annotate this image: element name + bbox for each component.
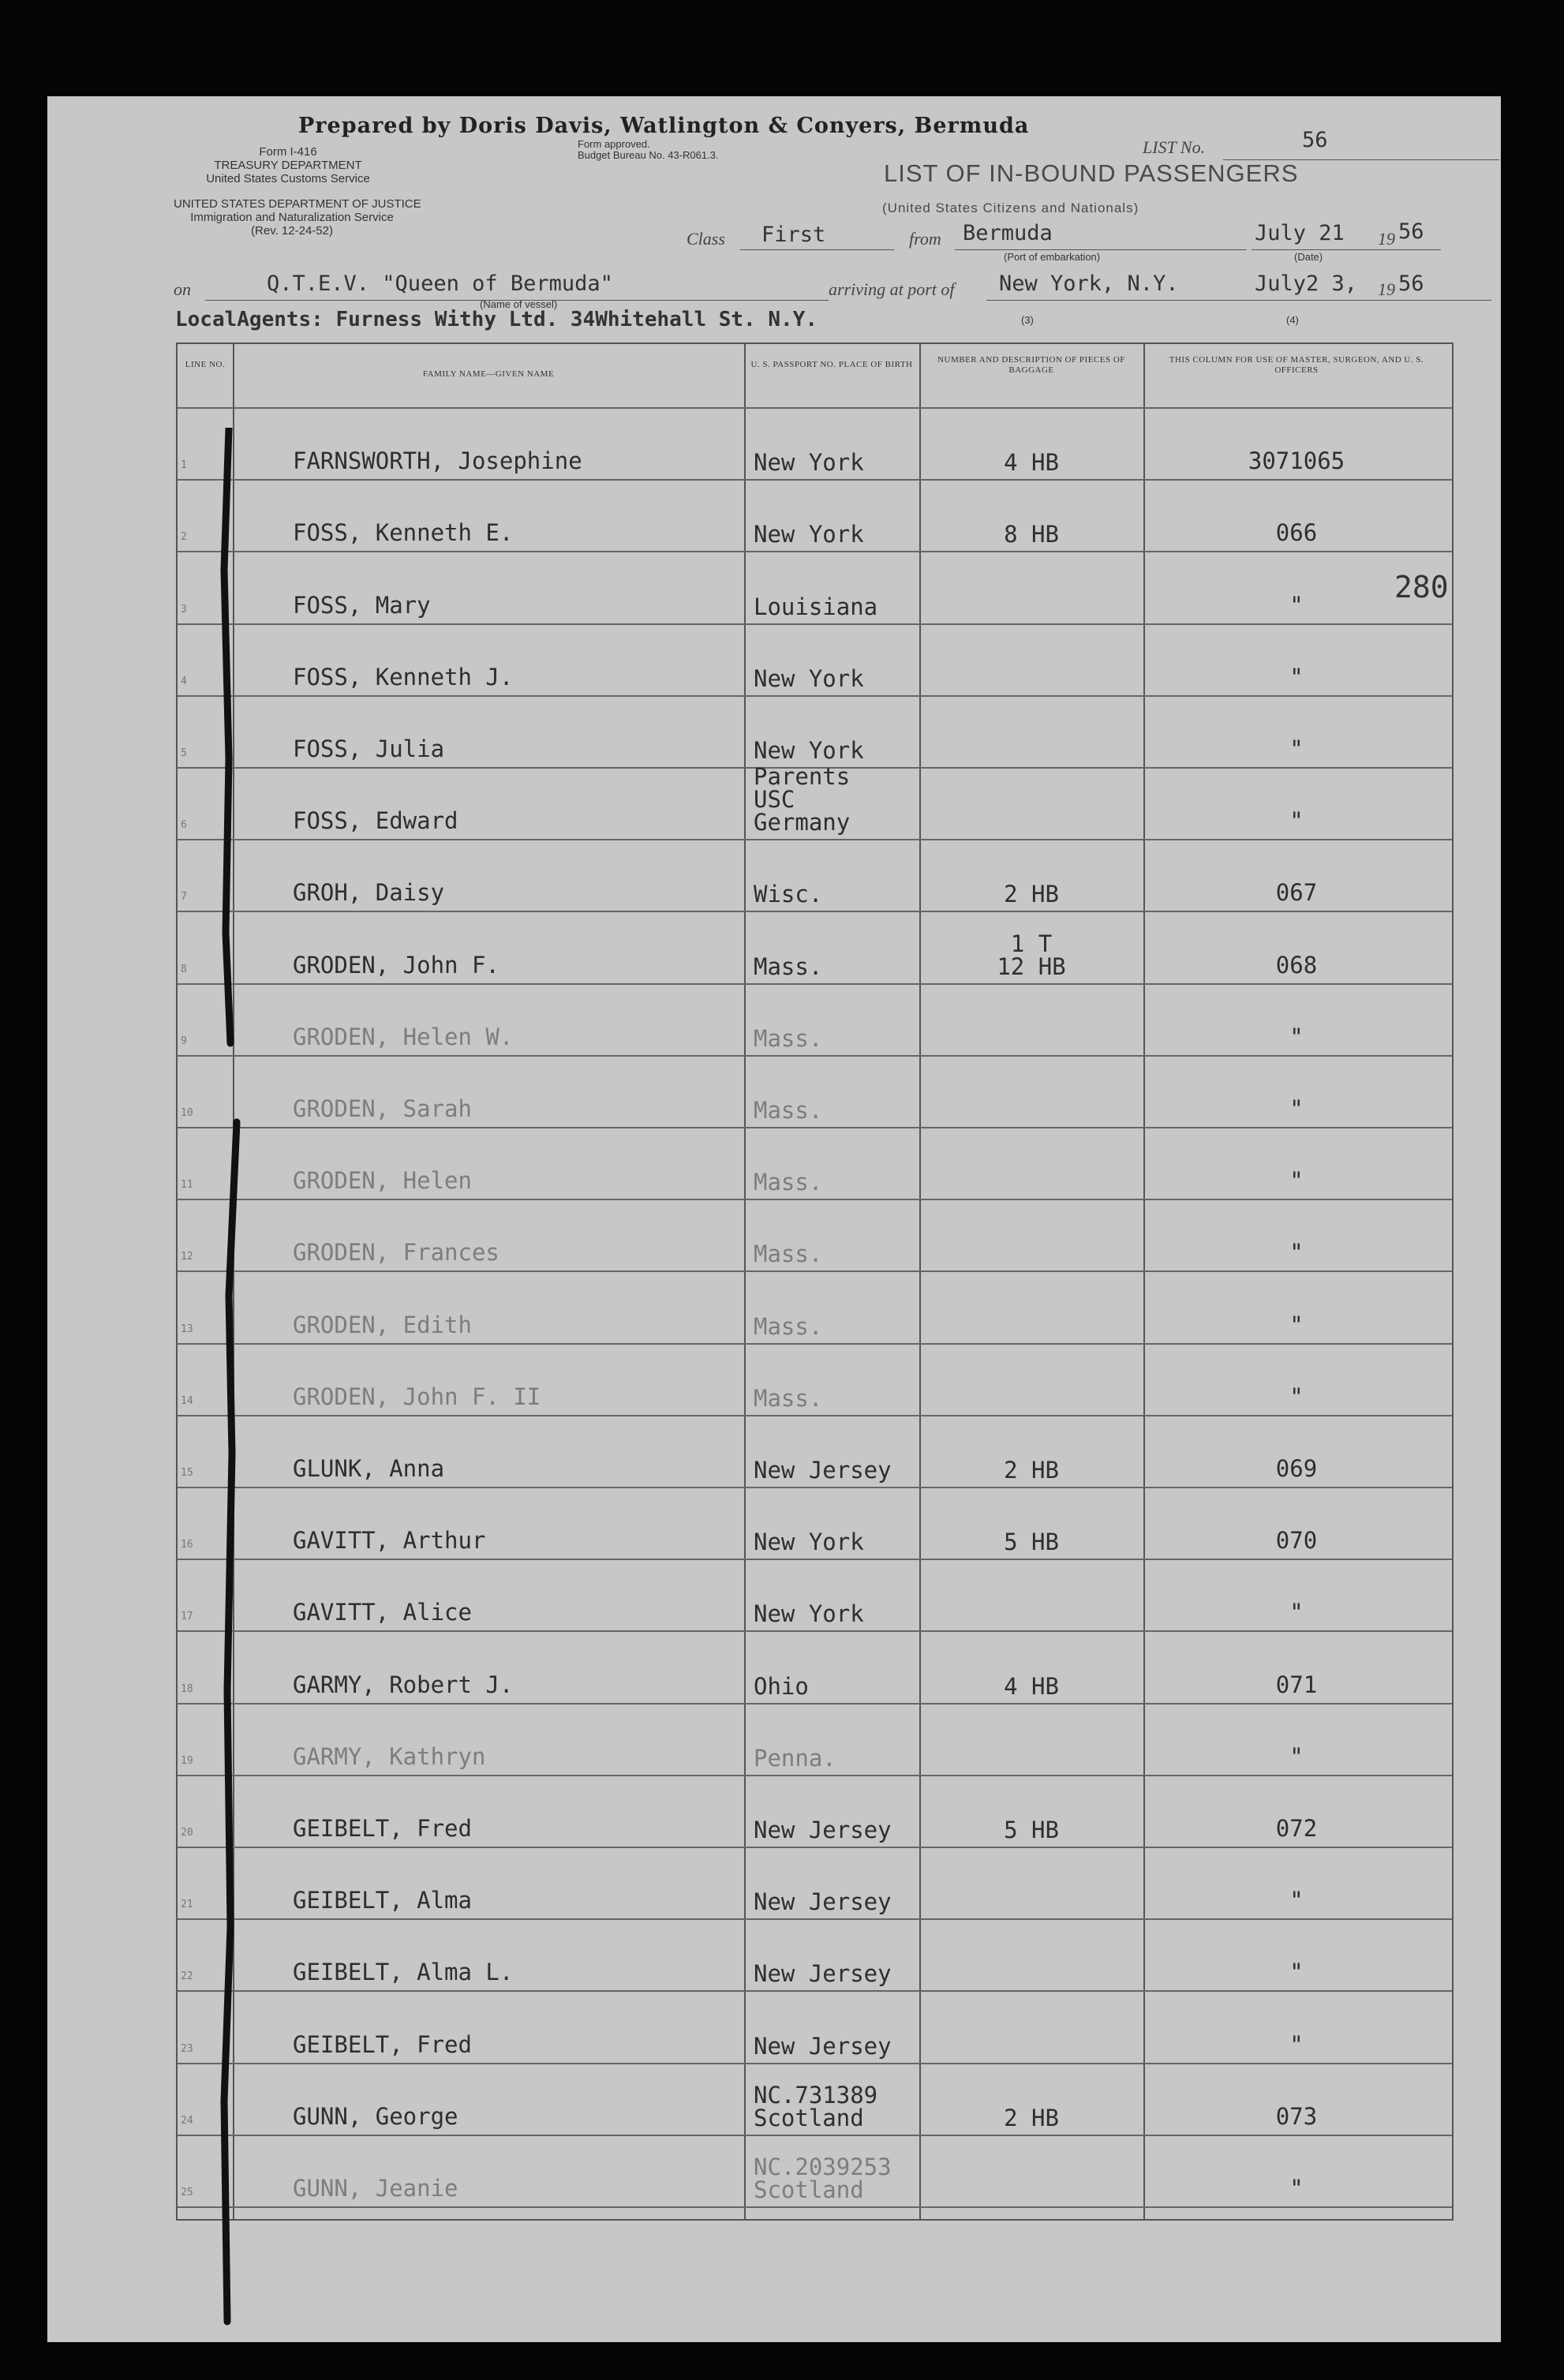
officer-number: " — [1289, 1599, 1304, 1626]
birthplace-cell — [754, 2032, 892, 2060]
birthplace: Parents — [754, 763, 851, 791]
baggage: 8 HB — [1004, 521, 1059, 548]
officer-number: " — [1289, 1239, 1304, 1267]
passenger-name: FARNSWORTH, Josephine — [293, 447, 582, 475]
table-row — [178, 479, 1452, 552]
table-row — [178, 2063, 1452, 2136]
col-header-line: LINE NO. — [185, 360, 226, 369]
table-row — [178, 1343, 1452, 1416]
table-row — [178, 2135, 1452, 2208]
birthplace-cell — [754, 664, 864, 692]
table-row — [178, 1559, 1452, 1632]
table-row — [178, 911, 1452, 984]
birthplace: New Jersey — [754, 1888, 892, 1916]
officer-number: 068 — [1275, 951, 1318, 979]
officer-number: " — [1289, 1023, 1304, 1050]
col-header-name: FAMILY NAME—GIVEN NAME — [422, 369, 555, 379]
birthplace-cell — [754, 1096, 823, 1124]
birthplace-cell — [754, 1888, 892, 1916]
officer-number: " — [1289, 807, 1304, 835]
passenger-name: GEIBELT, Alma L. — [293, 1959, 514, 1986]
birthplace-cell — [754, 593, 878, 620]
passenger-table — [176, 342, 1454, 2221]
line-number: 22 — [181, 1970, 193, 1983]
birthplace-cell — [754, 883, 822, 906]
table-row — [178, 763, 1452, 840]
customs-service: United States Customs Service — [206, 172, 370, 185]
passenger-name: FOSS, Kenneth E. — [293, 519, 514, 547]
line-number: 23 — [181, 2042, 193, 2055]
birthplace-cell — [754, 1456, 892, 1484]
line-number: 13 — [181, 1323, 193, 1335]
passenger-name: GEIBELT, Fred — [293, 1814, 472, 1842]
birthplace: Germany — [754, 809, 851, 836]
officer-number: " — [1289, 663, 1304, 690]
passenger-name: GRODEN, Edith — [293, 1311, 472, 1338]
birthplace: New York — [754, 521, 864, 548]
officer-number: 3071065 — [1248, 447, 1345, 475]
form-number: Form I-416 — [259, 145, 317, 159]
table-row — [178, 839, 1452, 912]
birthplace-cell — [754, 1816, 892, 1843]
birthplace-cell — [754, 1531, 864, 1554]
baggage: 4 HB — [1004, 449, 1059, 477]
birthplace: Mass. — [754, 1024, 823, 1052]
local-agents: LocalAgents: Furness Withy Ltd. 34Whitehall St. N.Y. — [175, 308, 818, 331]
form-title: LIST OF IN-BOUND PASSENGERS — [884, 159, 1299, 187]
line-number: 16 — [181, 1539, 193, 1551]
arriving-label: arriving at port of — [829, 279, 955, 299]
birthplace: Louisiana — [754, 593, 878, 620]
passenger-name: GLUNK, Anna — [293, 1454, 445, 1482]
birthplace: USC — [754, 786, 795, 814]
table-row — [178, 551, 1452, 624]
officer-number: 067 — [1275, 879, 1318, 907]
class-value: First — [761, 223, 826, 247]
line-number: 2 — [181, 531, 187, 544]
birthplace: New Jersey — [754, 1456, 892, 1484]
table-row — [178, 1703, 1452, 1776]
officer-number: " — [1289, 1742, 1304, 1770]
birthplace-cell — [754, 1171, 822, 1194]
birthplace: Scotland — [754, 2104, 864, 2131]
vessel-caption: (Name of vessel) — [480, 298, 558, 310]
col-header-baggage: NUMBER AND DESCRIPTION OF PIECES OF BAGGAGE — [937, 355, 1125, 375]
treasury-dept: TREASURY DEPARTMENT — [214, 159, 362, 172]
officer-number: " — [1289, 2174, 1304, 2202]
passenger-name: GRODEN, Frances — [293, 1239, 500, 1267]
line-number: 8 — [181, 963, 187, 975]
passenger-name: GRODEN, Helen W. — [293, 1023, 514, 1050]
birthplace: Mass. — [754, 1096, 823, 1124]
line-number: 20 — [181, 1826, 193, 1839]
passenger-name: GEIBELT, Alma — [293, 1887, 472, 1914]
line-number: 21 — [181, 1899, 193, 1911]
baggage-cell — [922, 1816, 1140, 1843]
passenger-name: GAVITT, Alice — [293, 1599, 472, 1626]
birthplace-cell — [754, 1744, 836, 1772]
ins-service: Immigration and Naturalization Service — [190, 211, 394, 224]
birthplace-cell — [754, 736, 864, 764]
table-row — [178, 1127, 1452, 1200]
table-row — [178, 407, 1452, 481]
line-number: 14 — [181, 1394, 193, 1407]
line-number: 24 — [181, 2114, 193, 2127]
birthplace: New Jersey — [754, 1816, 892, 1843]
line-number: 9 — [181, 1035, 187, 1047]
birthplace-cell — [754, 1672, 809, 1700]
baggage-cell — [922, 1456, 1140, 1484]
passenger-name: FOSS, Julia — [293, 735, 445, 762]
birthplace: New York — [754, 449, 864, 477]
vessel-name: Q.T.E.V. "Queen of Bermuda" — [267, 271, 613, 296]
birthplace: Mass. — [754, 1312, 823, 1340]
baggage-cell — [922, 883, 1140, 906]
officer-number: 066 — [1275, 519, 1318, 547]
birthplace: New York — [754, 1600, 864, 1628]
line-number: 4 — [181, 675, 187, 687]
birthplace: Mass. — [754, 1241, 823, 1268]
birthplace: New York — [754, 736, 864, 764]
line-number: 25 — [181, 2186, 193, 2199]
col-header-birth: U. S. PASSPORT NO. PLACE OF BIRTH — [750, 360, 913, 369]
birthplace-cell — [754, 1384, 823, 1412]
arrival-date: July2 3, — [1255, 271, 1358, 296]
birthplace: Mass. — [754, 1384, 823, 1412]
line-number: 7 — [181, 891, 187, 904]
line-number: 18 — [181, 1682, 193, 1695]
baggage-cell — [922, 1672, 1140, 1700]
baggage: 4 HB — [1004, 1672, 1059, 1700]
officer-number: " — [1289, 1095, 1304, 1122]
birthplace-cell — [754, 952, 823, 980]
date-caption: (Date) — [1294, 251, 1323, 263]
birthplace: Wisc. — [754, 881, 823, 908]
col-marker-3: (3) — [1021, 314, 1034, 326]
dept-justice: UNITED STATES DEPARTMENT OF JUSTICE — [174, 197, 421, 211]
manifest-page — [47, 96, 1501, 2342]
year-value: 56 — [1398, 219, 1424, 244]
year-prefix: 19 — [1378, 229, 1395, 249]
form-approved: Form approved. — [578, 138, 650, 150]
passenger-name: GRODEN, John F. — [293, 951, 500, 979]
passenger-name: FOSS, Edward — [293, 807, 458, 835]
birthplace: New Jersey — [754, 1960, 892, 1988]
table-row — [178, 1918, 1452, 1992]
passenger-name: GRODEN, Helen — [293, 1167, 472, 1195]
dept-justice-block — [174, 197, 421, 238]
officer-number: 071 — [1275, 1671, 1318, 1698]
line-number: 11 — [181, 1179, 193, 1192]
class-underline — [740, 249, 894, 250]
from-value: Bermuda — [963, 221, 1053, 245]
officer-number: 073 — [1275, 2102, 1318, 2130]
officer-number: " — [1289, 1959, 1304, 1986]
birthplace: Scotland — [754, 2176, 864, 2203]
birthplace: Mass. — [754, 1169, 823, 1196]
officer-number: " — [1289, 2030, 1304, 2058]
officer-number: " — [1289, 1383, 1304, 1410]
table-row — [178, 1199, 1452, 1272]
from-underline — [955, 249, 1247, 250]
baggage: 1 T — [1010, 930, 1053, 957]
officer-number: " — [1289, 1167, 1304, 1195]
col-marker-4: (4) — [1286, 314, 1299, 326]
table-row — [178, 1775, 1452, 1848]
officer-number: 072 — [1275, 1814, 1318, 1842]
form-left-block — [197, 145, 379, 185]
arrival-year-prefix: 19 — [1378, 279, 1395, 299]
baggage-cell — [922, 930, 1140, 980]
table-row — [178, 1487, 1452, 1560]
date-value: July 21 — [1255, 221, 1345, 245]
table-row — [178, 1990, 1452, 2064]
birthplace-cell — [754, 1024, 823, 1052]
line-number: 5 — [181, 747, 187, 759]
birthplace-cell — [754, 2081, 878, 2131]
on-label: on — [174, 279, 191, 299]
baggage-cell — [922, 1531, 1140, 1554]
table-row — [178, 983, 1452, 1057]
baggage: 5 HB — [1004, 1816, 1059, 1843]
baggage-cell — [922, 523, 1140, 546]
passenger-name: GEIBELT, Fred — [293, 2030, 472, 2058]
officer-number: 069 — [1275, 1454, 1318, 1482]
passenger-name: GUNN, Jeanie — [293, 2174, 458, 2202]
birthplace-cell — [754, 449, 864, 477]
table-row — [178, 1055, 1452, 1128]
line-number: 10 — [181, 1106, 193, 1119]
prepared-by: Prepared by Doris Davis, Watlington & Conyers, Bermuda — [298, 114, 1030, 138]
class-label: Class — [687, 229, 725, 249]
bracket-marks — [205, 428, 276, 2353]
table-row — [178, 1630, 1452, 1704]
table-row — [178, 695, 1452, 769]
baggage: 12 HB — [997, 952, 1066, 980]
margin-note: 280 — [1394, 570, 1449, 604]
passenger-name: GROH, Daisy — [293, 879, 445, 907]
officer-number: " — [1289, 591, 1304, 619]
passenger-name: GAVITT, Arthur — [293, 1527, 486, 1555]
passenger-name: FOSS, Mary — [293, 591, 431, 619]
line-number: 12 — [181, 1251, 193, 1263]
birthplace-cell — [754, 1243, 822, 1266]
budget-bureau: Budget Bureau No. 43-R061.3. — [578, 149, 719, 161]
line-number: 15 — [181, 1466, 193, 1479]
baggage: 2 HB — [1004, 1456, 1059, 1484]
baggage: 2 HB — [1004, 2104, 1059, 2131]
col-header-officer: THIS COLUMN FOR USE OF MASTER, SURGEON, AND U. S. OFFICERS — [1169, 355, 1424, 375]
port-value: New York, N.Y. — [999, 271, 1179, 296]
birthplace-cell — [754, 765, 850, 834]
line-number: 6 — [181, 819, 187, 832]
from-caption: (Port of embarkation) — [1004, 251, 1101, 263]
passenger-name: FOSS, Kenneth J. — [293, 663, 514, 690]
arrival-year: 56 — [1398, 271, 1424, 296]
passenger-name: GARMY, Kathryn — [293, 1742, 486, 1770]
baggage-cell — [922, 449, 1140, 477]
birthplace: Ohio — [754, 1672, 809, 1700]
list-no-label: LIST No. — [1143, 137, 1206, 157]
baggage: 5 HB — [1004, 1529, 1059, 1556]
birthplace-cell — [754, 523, 864, 546]
baggage: 2 HB — [1004, 881, 1059, 908]
birthplace: New York — [754, 664, 864, 692]
table-row — [178, 1415, 1452, 1488]
list-no-value: 56 — [1302, 128, 1328, 152]
port-underline — [986, 300, 1491, 301]
form-approved-block — [578, 139, 719, 161]
baggage-cell — [922, 2104, 1140, 2131]
passenger-name: GARMY, Robert J. — [293, 1671, 514, 1698]
table-row — [178, 623, 1452, 697]
table-row — [178, 1270, 1452, 1344]
passenger-name: GRODEN, John F. II — [293, 1383, 541, 1410]
officer-number: " — [1289, 735, 1304, 762]
passenger-name: GRODEN, Sarah — [293, 1095, 472, 1122]
birthplace-cell — [754, 2153, 892, 2203]
officer-number: 070 — [1275, 1527, 1318, 1555]
line-number: 1 — [181, 459, 187, 472]
table-row — [178, 1847, 1452, 1920]
birthplace: NC.731389 — [754, 2081, 878, 2109]
from-label: from — [909, 229, 941, 249]
line-number: 3 — [181, 603, 187, 616]
birthplace-cell — [754, 1600, 864, 1628]
birthplace: New York — [754, 1529, 864, 1556]
revision: (Rev. 12-24-52) — [251, 224, 333, 238]
passenger-name: GUNN, George — [293, 2102, 458, 2130]
line-number: 17 — [181, 1611, 193, 1623]
birthplace: Mass. — [754, 952, 823, 980]
birthplace: NC.2039253 — [754, 2153, 892, 2180]
birthplace-cell — [754, 1312, 823, 1340]
birthplace: New Jersey — [754, 2032, 892, 2060]
officer-number: " — [1289, 1887, 1304, 1914]
form-subtitle: (United States Citizens and Nationals) — [882, 200, 1139, 215]
birthplace-cell — [754, 1960, 892, 1988]
line-number: 19 — [181, 1754, 193, 1767]
officer-number: " — [1289, 1311, 1304, 1338]
date-underline — [1252, 249, 1441, 250]
birthplace: Penna. — [754, 1744, 836, 1772]
table-header-row — [178, 344, 1452, 409]
